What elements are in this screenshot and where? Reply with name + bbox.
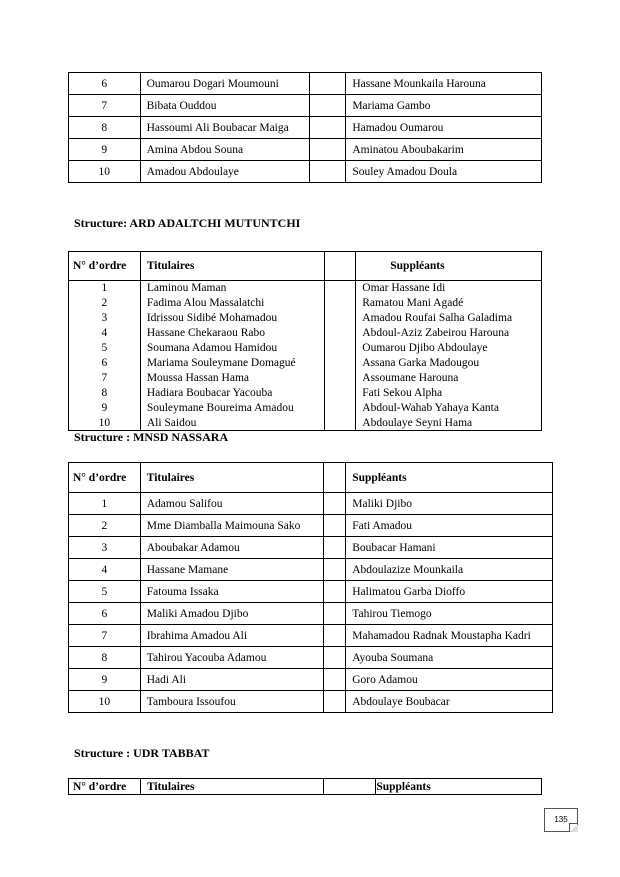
table-row [69, 515, 553, 537]
suppleant-name: Souley Amadou Doula [346, 161, 542, 183]
suppleant-name: Aminatou Aboubakarim [346, 139, 542, 161]
header-num: N° d’ordre [69, 463, 141, 493]
suppleant-name: Goro Adamou [346, 669, 553, 691]
table-row [69, 296, 542, 311]
header-suppleants: Suppléants [376, 779, 542, 795]
suppleant-name: Amadou Roufai Salha Galadima [356, 311, 542, 326]
table-row [69, 537, 553, 559]
suppleant-name: Boubacar Hamani [346, 537, 553, 559]
header-titulaires: Titulaires [140, 463, 324, 493]
table-row [69, 161, 542, 183]
spacer-cell [324, 281, 356, 296]
row-number: 10 [69, 691, 141, 713]
table-row [69, 603, 553, 625]
spacer-cell [324, 386, 356, 401]
row-number: 9 [69, 401, 141, 416]
suppleant-name: Abdoulazize Mounkaila [346, 559, 553, 581]
row-number: 2 [69, 296, 141, 311]
row-number: 9 [69, 139, 141, 161]
table-row [69, 371, 542, 386]
table-header-row [69, 463, 553, 493]
suppleant-name: Fati Amadou [346, 515, 553, 537]
table-row [69, 281, 542, 296]
titulaire-name: Adamou Salifou [140, 493, 324, 515]
suppleant-name: Tahirou Tiemogo [346, 603, 553, 625]
titulaire-name: Hassane Chekaraou Rabo [140, 326, 324, 341]
table-row [69, 581, 553, 603]
suppleant-name: Oumarou Djibo Abdoulaye [356, 341, 542, 356]
row-number: 6 [69, 73, 141, 95]
row-number: 4 [69, 326, 141, 341]
row-number: 7 [69, 625, 141, 647]
suppleant-name: Fati Sekou Alpha [356, 386, 542, 401]
table-row [69, 95, 542, 117]
titulaire-name: Ibrahima Amadou Ali [140, 625, 324, 647]
table-header-row [69, 252, 542, 281]
table-row [69, 493, 553, 515]
table-row [69, 117, 542, 139]
spacer-cell [324, 581, 346, 603]
row-number: 6 [69, 356, 141, 371]
suppleant-name: Hamadou Oumarou [346, 117, 542, 139]
titulaire-name: Mariama Souleymane Domagué [140, 356, 324, 371]
table-header-row [69, 779, 542, 795]
header-titulaires: Titulaires [140, 252, 324, 281]
titulaire-name: Amadou Abdoulaye [140, 161, 310, 183]
table-mnsd-body [69, 463, 553, 713]
header-suppleants: Suppléants [346, 463, 553, 493]
header-num: N° d’ordre [69, 252, 141, 281]
structure-label-mnsd: Structure : MNSD NASSARA [74, 430, 229, 444]
suppleant-name: Abdoulaye Boubacar [346, 691, 553, 713]
spacer-cell [324, 416, 356, 431]
titulaire-name: Hadiara Boubacar Yacouba [140, 386, 324, 401]
titulaire-name: Soumana Adamou Hamidou [140, 341, 324, 356]
spacer-cell [324, 296, 356, 311]
table-row [69, 647, 553, 669]
titulaire-name: Fatouma Issaka [140, 581, 324, 603]
table-row [69, 386, 542, 401]
spacer-cell [324, 515, 346, 537]
titulaire-name: Tamboura Issoufou [140, 691, 324, 713]
table-row [69, 691, 553, 713]
row-number: 8 [69, 647, 141, 669]
row-number: 7 [69, 95, 141, 117]
table-ard [68, 251, 542, 431]
titulaire-name: Mme Diamballa Maimouna Sako [140, 515, 324, 537]
suppleant-name: Mariama Gambo [346, 95, 542, 117]
row-number: 1 [69, 281, 141, 296]
suppleant-name: Abdoulaye Seyni Hama [356, 416, 542, 431]
table-row [69, 139, 542, 161]
titulaire-name: Bibata Ouddou [140, 95, 310, 117]
row-number: 6 [69, 603, 141, 625]
suppleant-name: Assana Garka Madougou [356, 356, 542, 371]
titulaire-name: Ali Saidou [140, 416, 324, 431]
titulaire-name: Maliki Amadou Djibo [140, 603, 324, 625]
spacer-cell [310, 117, 346, 139]
row-number: 7 [69, 371, 141, 386]
header-spacer [324, 252, 356, 281]
spacer-cell [324, 493, 346, 515]
titulaire-name: Hadi Ali [140, 669, 324, 691]
suppleant-name: Halimatou Garba Dioffo [346, 581, 553, 603]
titulaire-name: Amina Abdou Souna [140, 139, 310, 161]
header-suppleants: Suppléants [356, 252, 542, 281]
suppleant-name: Hassane Mounkaila Harouna [346, 73, 542, 95]
row-number: 3 [69, 311, 141, 326]
suppleant-name: Abdoul-Wahab Yahaya Kanta [356, 401, 542, 416]
suppleant-name: Omar Hassane Idi [356, 281, 542, 296]
row-number: 9 [69, 669, 141, 691]
header-spacer [324, 463, 346, 493]
row-number: 8 [69, 386, 141, 401]
spacer-cell [310, 139, 346, 161]
row-number: 4 [69, 559, 141, 581]
spacer-cell [324, 371, 356, 386]
titulaire-name: Laminou Maman [140, 281, 324, 296]
structure-label-ard: Structure: ARD ADALTCHI MUTUNTCHI [74, 216, 301, 230]
table-row [69, 356, 542, 371]
titulaire-name: Fadima Alou Massalatchi [140, 296, 324, 311]
row-number: 8 [69, 117, 141, 139]
table-row [69, 416, 542, 431]
spacer-cell [324, 647, 346, 669]
table-udr [68, 778, 542, 795]
spacer-cell [324, 691, 346, 713]
spacer-cell [324, 603, 346, 625]
table-row [69, 73, 542, 95]
suppleant-name: Maliki Djibo [346, 493, 553, 515]
titulaire-name: Hassoumi Ali Boubacar Maiga [140, 117, 310, 139]
spacer-cell [324, 326, 356, 341]
row-number: 3 [69, 537, 141, 559]
titulaire-name: Idrissou Sidibé Mohamadou [140, 311, 324, 326]
suppleant-name: Mahamadou Radnak Moustapha Kadri [346, 625, 553, 647]
table-udr-body [69, 779, 542, 795]
page-number: 135 [544, 808, 578, 832]
table-row [69, 401, 542, 416]
row-number: 2 [69, 515, 141, 537]
header-titulaires: Titulaires [140, 779, 324, 795]
row-number: 1 [69, 493, 141, 515]
spacer-cell [324, 401, 356, 416]
table-row [69, 341, 542, 356]
titulaire-name: Aboubakar Adamou [140, 537, 324, 559]
table-continued [68, 72, 542, 183]
spacer-cell [324, 669, 346, 691]
spacer-cell [310, 73, 346, 95]
titulaire-name: Souleymane Boureima Amadou [140, 401, 324, 416]
spacer-cell [324, 559, 346, 581]
header-spacer [324, 779, 376, 795]
row-number: 5 [69, 581, 141, 603]
titulaire-name: Oumarou Dogari Moumouni [140, 73, 310, 95]
header-num: N° d’ordre [69, 779, 141, 795]
spacer-cell [324, 341, 356, 356]
suppleant-name: Abdoul-Aziz Zabeirou Harouna [356, 326, 542, 341]
spacer-cell [324, 625, 346, 647]
row-number: 5 [69, 341, 141, 356]
table-row [69, 311, 542, 326]
spacer-cell [324, 311, 356, 326]
spacer-cell [324, 537, 346, 559]
table-ard-body [69, 252, 542, 431]
suppleant-name: Ayouba Soumana [346, 647, 553, 669]
table-row [69, 326, 542, 341]
spacer-cell [324, 356, 356, 371]
suppleant-name: Ramatou Mani Agadé [356, 296, 542, 311]
table-row [69, 559, 553, 581]
structure-label-udr: Structure : UDR TABBAT [74, 746, 210, 760]
spacer-cell [310, 161, 346, 183]
table-row [69, 625, 553, 647]
table-row [69, 669, 553, 691]
table-continued-body [69, 73, 542, 183]
titulaire-name: Hassane Mamane [140, 559, 324, 581]
titulaire-name: Tahirou Yacouba Adamou [140, 647, 324, 669]
table-mnsd [68, 462, 553, 713]
spacer-cell [310, 95, 346, 117]
row-number: 10 [69, 416, 141, 431]
titulaire-name: Moussa Hassan Hama [140, 371, 324, 386]
suppleant-name: Assoumane Harouna [356, 371, 542, 386]
row-number: 10 [69, 161, 141, 183]
